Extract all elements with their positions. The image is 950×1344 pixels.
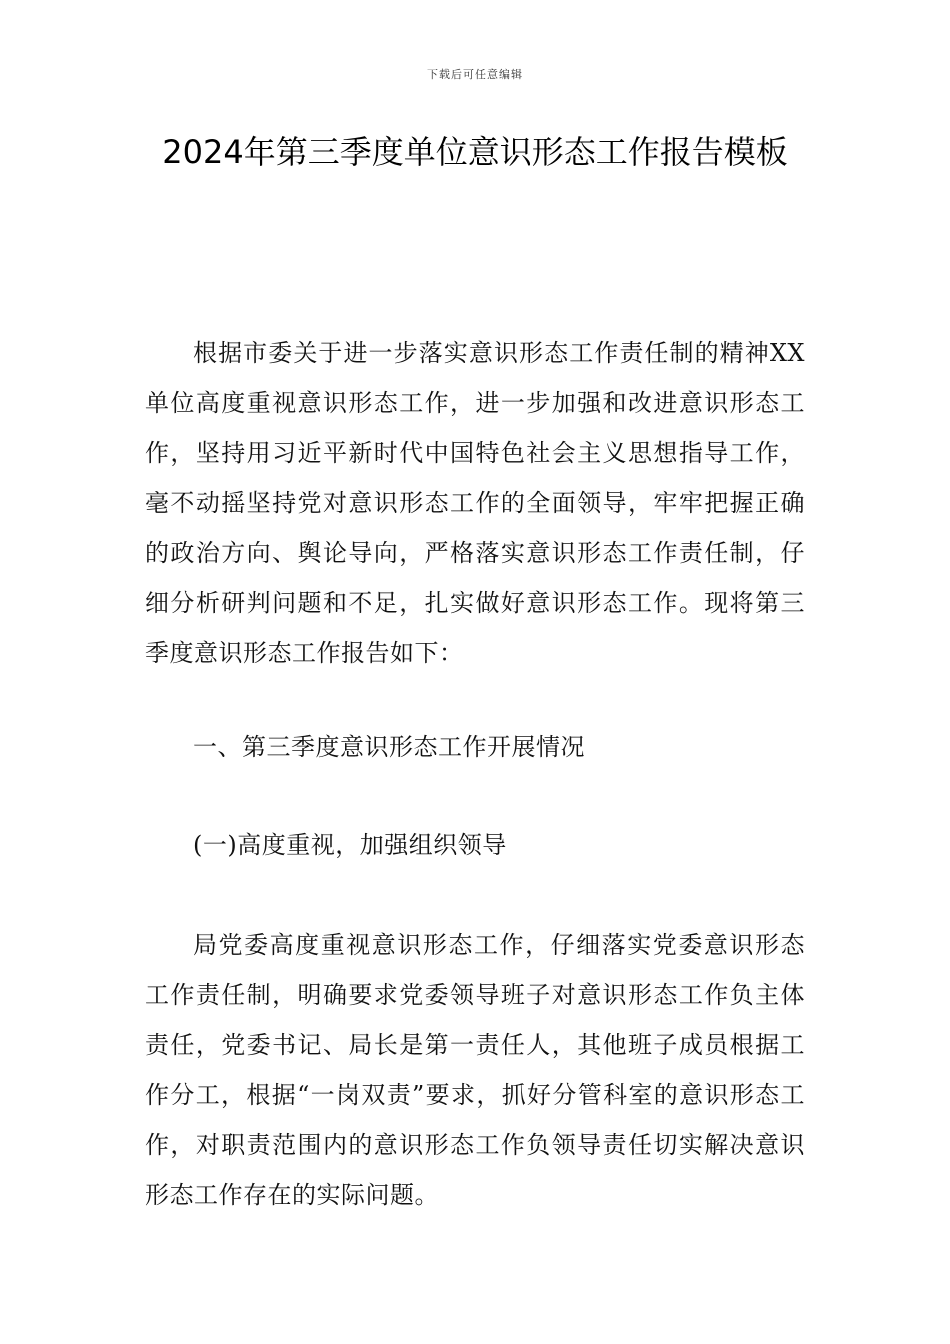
body-paragraph: 局党委高度重视意识形态工作，仔细落实党委意识形态工作责任制，明确要求党委领导班子对意识形态工作负主体责任，党委书记、局长是第一责任人，其他班子成员根据工作分工，根据“一岗双责”要求，抓好分管科室的意识形态工作，对职责范围内的意识形态工作负领导责任切实解决意识形态工作存在的实际问题。 bbox=[145, 931, 805, 1209]
document-title: 2024年第三季度单位意识形态工作报告模板 bbox=[162, 133, 788, 171]
section-heading: 一、第三季度意识形态工作开展情况 bbox=[193, 733, 585, 761]
intro-paragraph: 根据市委关于进一步落实意识形态工作责任制的精神XX单位高度重视意识形态工作，进一步加强和改进意识形态工作，坚持用习近平新时代中国特色社会主义思想指导工作，毫不动摇坚持党对意识形态工作的全面领导，牢牢把握正确的政治方向、舆论导向，严格落实意识形态工作责任制，仔细分析研判问题和不足，扎实做好意识形态工作。现将第三季度意识形态工作报告如下： bbox=[145, 339, 805, 667]
subsection-heading: (一)高度重视，加强组织领导 bbox=[193, 831, 507, 859]
header-note: 下载后可任意编辑 bbox=[427, 68, 523, 81]
